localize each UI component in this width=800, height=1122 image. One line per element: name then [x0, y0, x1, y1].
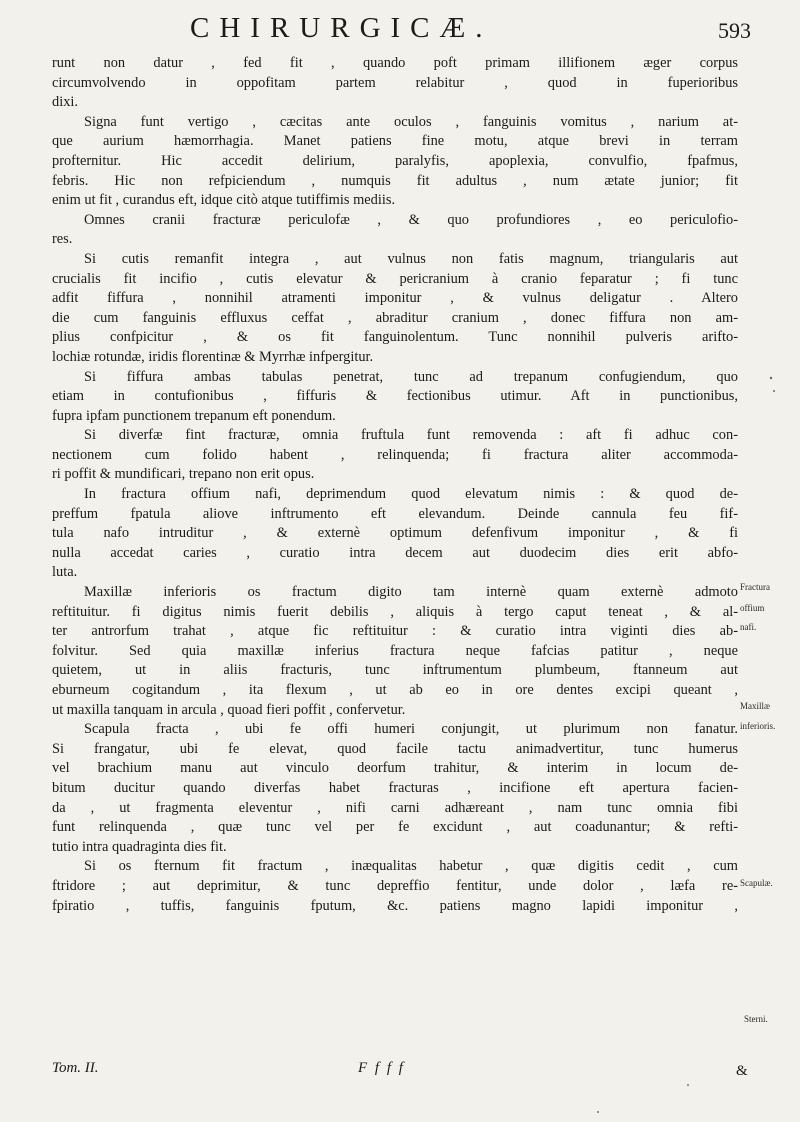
text-line: adfit fiffura , nonnihil atramenti imponitur , & vulnus deligatur . Altero — [52, 290, 738, 307]
margin-note-fractura: Fractura — [740, 582, 770, 592]
text-line: Scapula fracta , ubi fe offi humeri conjungit, ut plurimum non fanatur. — [84, 721, 738, 738]
text-line: lochiæ rotundæ, iridis florentinæ & Myrrhæ infpergitur. — [52, 348, 374, 365]
margin-note-scapulae: Scapulæ. — [740, 878, 773, 888]
text-line: Maxillæ inferioris os fractum digito tam internè quam externè admoto — [84, 584, 738, 601]
text-line: etiam in contufionibus , fiffuris & fectionibus utimur. Aft in punctionibus, — [52, 388, 738, 405]
catchword: & — [736, 1063, 748, 1079]
text-line: enim ut fit , curandus eft, idque citò atque tutiffimis mediis. — [52, 192, 396, 209]
text-line: Omnes cranii fracturæ periculofæ , & quo profundiores , eo periculofio- — [84, 211, 738, 228]
page-number: 593 — [718, 18, 751, 43]
text-line: funt relinquenda , quæ tunc vel per fe excidunt , aut coadunantur; & refti- — [52, 819, 738, 836]
running-head-title: CHIRURGICÆ. — [190, 12, 493, 44]
text-line: circumvolvendo in oppofitam partem relabitur , quod in fuperioribus — [52, 74, 738, 91]
text-line: vel brachium manu aut vinculo deorfum trahitur, & interim in locum de- — [52, 760, 738, 777]
text-line: die cum fanguinis effluxus ceffat , abraditur cranium , donec fiffura non am- — [52, 309, 738, 326]
text-line: nectionem cum folido habent , relinquenda; fi fractura aliter accommoda- — [52, 446, 738, 463]
text-line: luta. — [52, 564, 78, 581]
text-line: Si cutis remanfit integra , aut vulnus non fatis magnum, triangularis aut — [84, 250, 738, 267]
text-line: plius confpicitur , & os fit fanguinolentum. Tunc nonnihil pulveris arifto- — [52, 329, 738, 346]
text-line: runt non datur , fed fit , quando poft primam illifionem æger corpus — [52, 55, 738, 71]
margin-note-nasi: nafi. — [740, 622, 757, 632]
printer-signature: F f f f — [358, 1060, 405, 1076]
text-line: nulla accedat caries , curatio intra decem aut duodecim dies erit abfo- — [52, 544, 738, 561]
margin-note-sterni: Sterni. — [744, 1014, 768, 1024]
text-line: Si diverfæ fint fracturæ, omnia fruftula funt removenda : aft fi adhuc con- — [84, 427, 738, 444]
text-line: da , ut fragmenta eleventur , nifi carni adhæreant , nam tunc omnia fibi — [52, 799, 738, 816]
text-line: Si os fternum fit fractum , inæqualitas habetur , quæ digitis cedit , cum — [84, 858, 738, 875]
body-text — [52, 54, 738, 916]
text-line: tutio intra quadraginta dies fit. — [52, 838, 227, 855]
text-line: fupra ipfam punctionem trepanum eft ponendum. — [52, 407, 336, 424]
running-head — [0, 12, 800, 52]
text-line: febris. Hic non refpiciendum , numquis fit adultus , num ætate junior; fit — [52, 172, 738, 189]
text-line: Signa funt vertigo , cæcitas ante oculos , fanguinis vomitus , narium at- — [84, 113, 738, 130]
text-line: In fractura offium nafi, deprimendum quod elevatum nimis : & quod de- — [84, 486, 738, 503]
text-line: que aurium hæmorrhagia. Manet patiens fine motu, atque brevi in terram — [52, 133, 738, 150]
text-line: ftridore ; aut deprimitur, & tunc depreffio fentitur, unde dolor , læfa re- — [52, 877, 738, 894]
text-line: preffum fpatula aliove inftrumento eft elevandum. Deinde cannula feu fif- — [52, 505, 738, 522]
text-line: quietem, ut in aliis fracturis, tunc inftrumentum plumbeum, ftanneum aut — [52, 662, 738, 679]
text-line: folvitur. Sed quia maxillæ inferius fractura neque fafcias patitur , neque — [52, 642, 738, 659]
margin-note-inferioris: inferioris. — [740, 721, 776, 731]
text-line: tula nafo intruditur , & externè optimum defenfivum imponitur , & fi — [52, 525, 738, 542]
text-line: reftituitur. fi digitus nimis fuerit debilis , aliquis à tergo caput teneat , & al- — [52, 603, 738, 620]
text-line: ri poffit & mundificari, trepano non erit opus. — [52, 466, 315, 483]
text-line: bitum ducitur quando diverfas habet fracturas , incifione eft apertura facien- — [52, 779, 738, 796]
text-line: ut maxilla tanquam in arcula , quoad fieri poffit , confervetur. — [52, 701, 406, 718]
text-line: profternitur. Hic accedit delirium, paralyfis, apoplexia, convulfio, fpafmus, — [52, 152, 738, 169]
text-line: Si fiffura ambas tabulas penetrat, tunc ad trepanum confugiendum, quo — [84, 368, 738, 385]
volume-mark: Tom. II. — [52, 1060, 99, 1076]
margin-note-offium: offium — [740, 603, 765, 613]
text-line: Si frangatur, ubi fe elevat, quod facile tactu animadvertitur, tunc humerus — [52, 740, 738, 757]
text-line: eburneum cogitandum , ita flexum , ut ab eo in ore dentes excipi queant , — [52, 682, 738, 698]
text-line: crucialis fit incifio , cutis elevatur & pericranium à cranio feparatur ; fi tunc — [52, 270, 738, 287]
text-line: dixi. — [52, 94, 78, 111]
text-line: ter antrorfum trahat , atque fic reftituitur : & curatio intra viginti dies ab- — [52, 623, 738, 640]
text-line: fpiratio , tuffis, fanguinis fputum, &c. patiens magno lapidi imponitur , — [52, 897, 738, 914]
text-line: res. — [52, 231, 73, 248]
margin-note-maxillae: Maxillæ — [740, 701, 771, 711]
